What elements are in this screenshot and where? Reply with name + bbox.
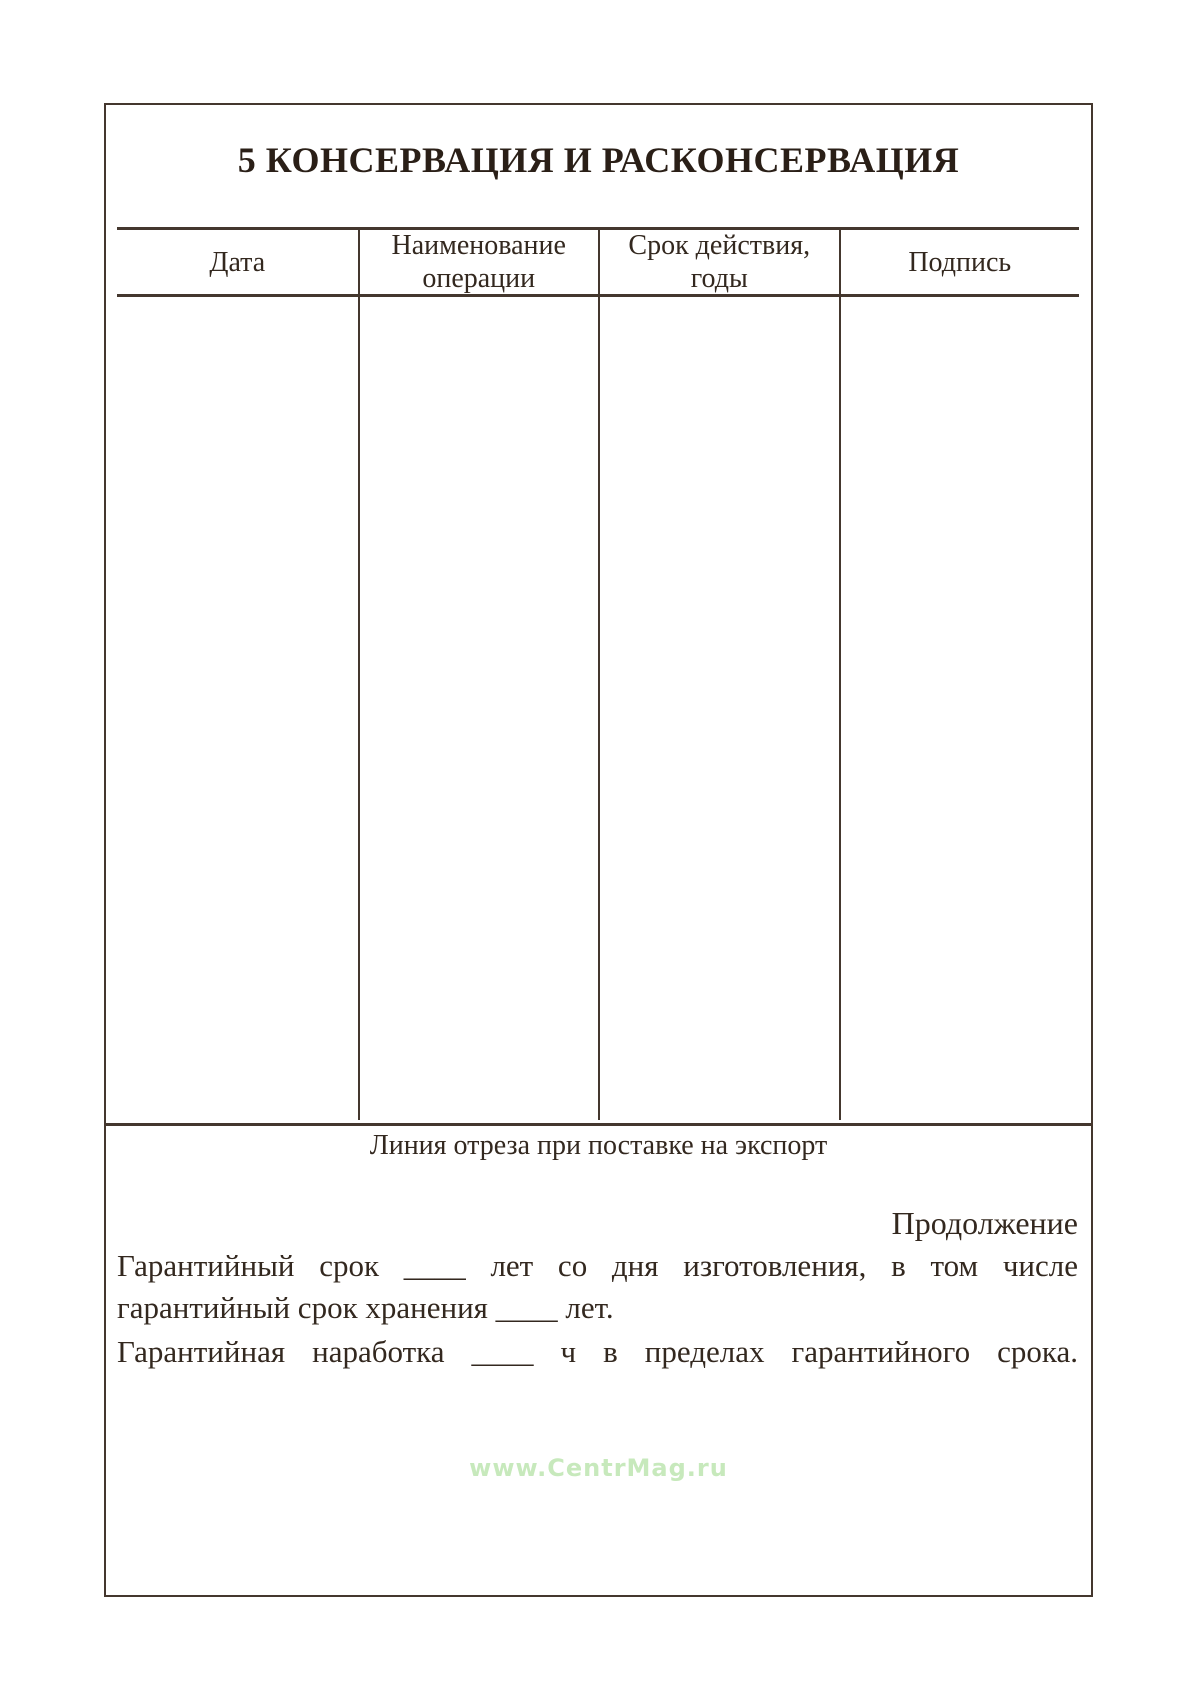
conservation-table — [117, 227, 1079, 1120]
column-header-date: Дата — [209, 246, 266, 278]
table-header-row — [117, 227, 1079, 297]
table-cell-validity-empty — [598, 297, 839, 1120]
table-cell-signature-empty — [839, 297, 1080, 1120]
column-header-signature: Подпись — [839, 230, 1080, 294]
warranty-term-paragraph: Гарантийный срок ____ лет со дня изготовления, в том числе гарантийный срок хранения ____ лет. — [117, 1248, 1078, 1325]
centrmag-watermark: www.CentrMag.ru — [469, 1454, 728, 1482]
export-cut-line — [106, 1123, 1091, 1126]
column-header-validity-years: Срок действия, годы — [598, 230, 839, 294]
continuation-label: Продолжение — [891, 1205, 1078, 1241]
table-cell-date-empty — [117, 297, 358, 1120]
table-cell-operation-empty — [358, 297, 599, 1120]
column-header-operation-name: Наименование операции — [358, 230, 599, 294]
warranty-operating-time-paragraph: Гарантийная наработка ____ ч в пределах гарантийного срока. — [117, 1334, 1078, 1369]
document-border-box — [104, 103, 1093, 1597]
table-body-row — [117, 297, 1079, 1120]
section-title: 5 КОНСЕРВАЦИЯ И РАСКОНСЕРВАЦИЯ — [237, 140, 960, 180]
export-cut-line-label: Линия отреза при поставке на экспорт — [369, 1130, 828, 1161]
